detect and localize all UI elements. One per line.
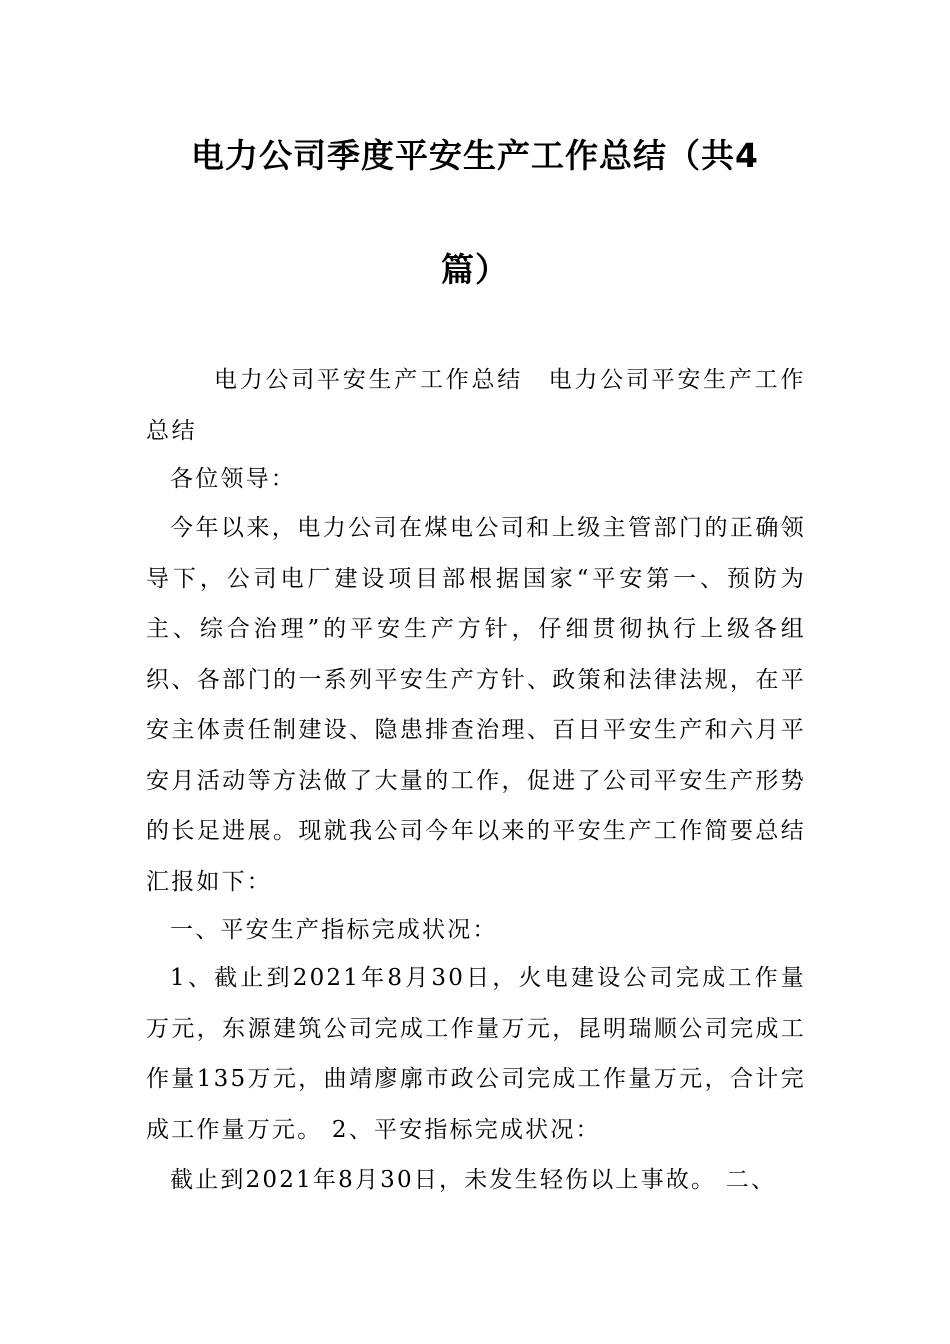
main-paragraph: 今年以来，电力公司在煤电公司和上级主管部门的正确领导下，公司电厂建设项目部根据国家“平安第一、预防为主、综合治理”的平安生产方针，仔细贯彻执行上级各组织、各部门的一系列平安生产方针、政策和法律法规，在平安主体责任制建设、隐患排查治理、百日平安生产和六月平安月活动等方法做了大量的工作，促进了公司平安生产形势的长足进展。现就我公司今年以来的平安生产工作简要总结汇报如下： — [146, 515, 806, 895]
item-1-paragraph: 1、截止到2021年8月30日，火电建设公司完成工作量万元，东源建筑公司完成工作量万元，昆明瑞顺公司完成工作量135万元，曲靖廖廓市政公司完成工作量万元，合计完成工作量万元。 2、平安指标完成状况： — [146, 965, 806, 1143]
greeting-paragraph: 各位领导： — [170, 466, 296, 492]
item-2-paragraph: 截止到2021年8月30日，未发生轻伤以上事故。 二、 — [170, 1167, 777, 1193]
section-1-heading: 一、平安生产指标完成状况： — [170, 917, 498, 943]
document-title-line-1: 电力公司季度平安生产工作总结（共4 — [191, 136, 759, 175]
intro-paragraph: 电力公司平安生产工作总结 电力公司平安生产工作总结 — [146, 367, 806, 444]
document-title-line-2: 篇） — [441, 250, 509, 289]
